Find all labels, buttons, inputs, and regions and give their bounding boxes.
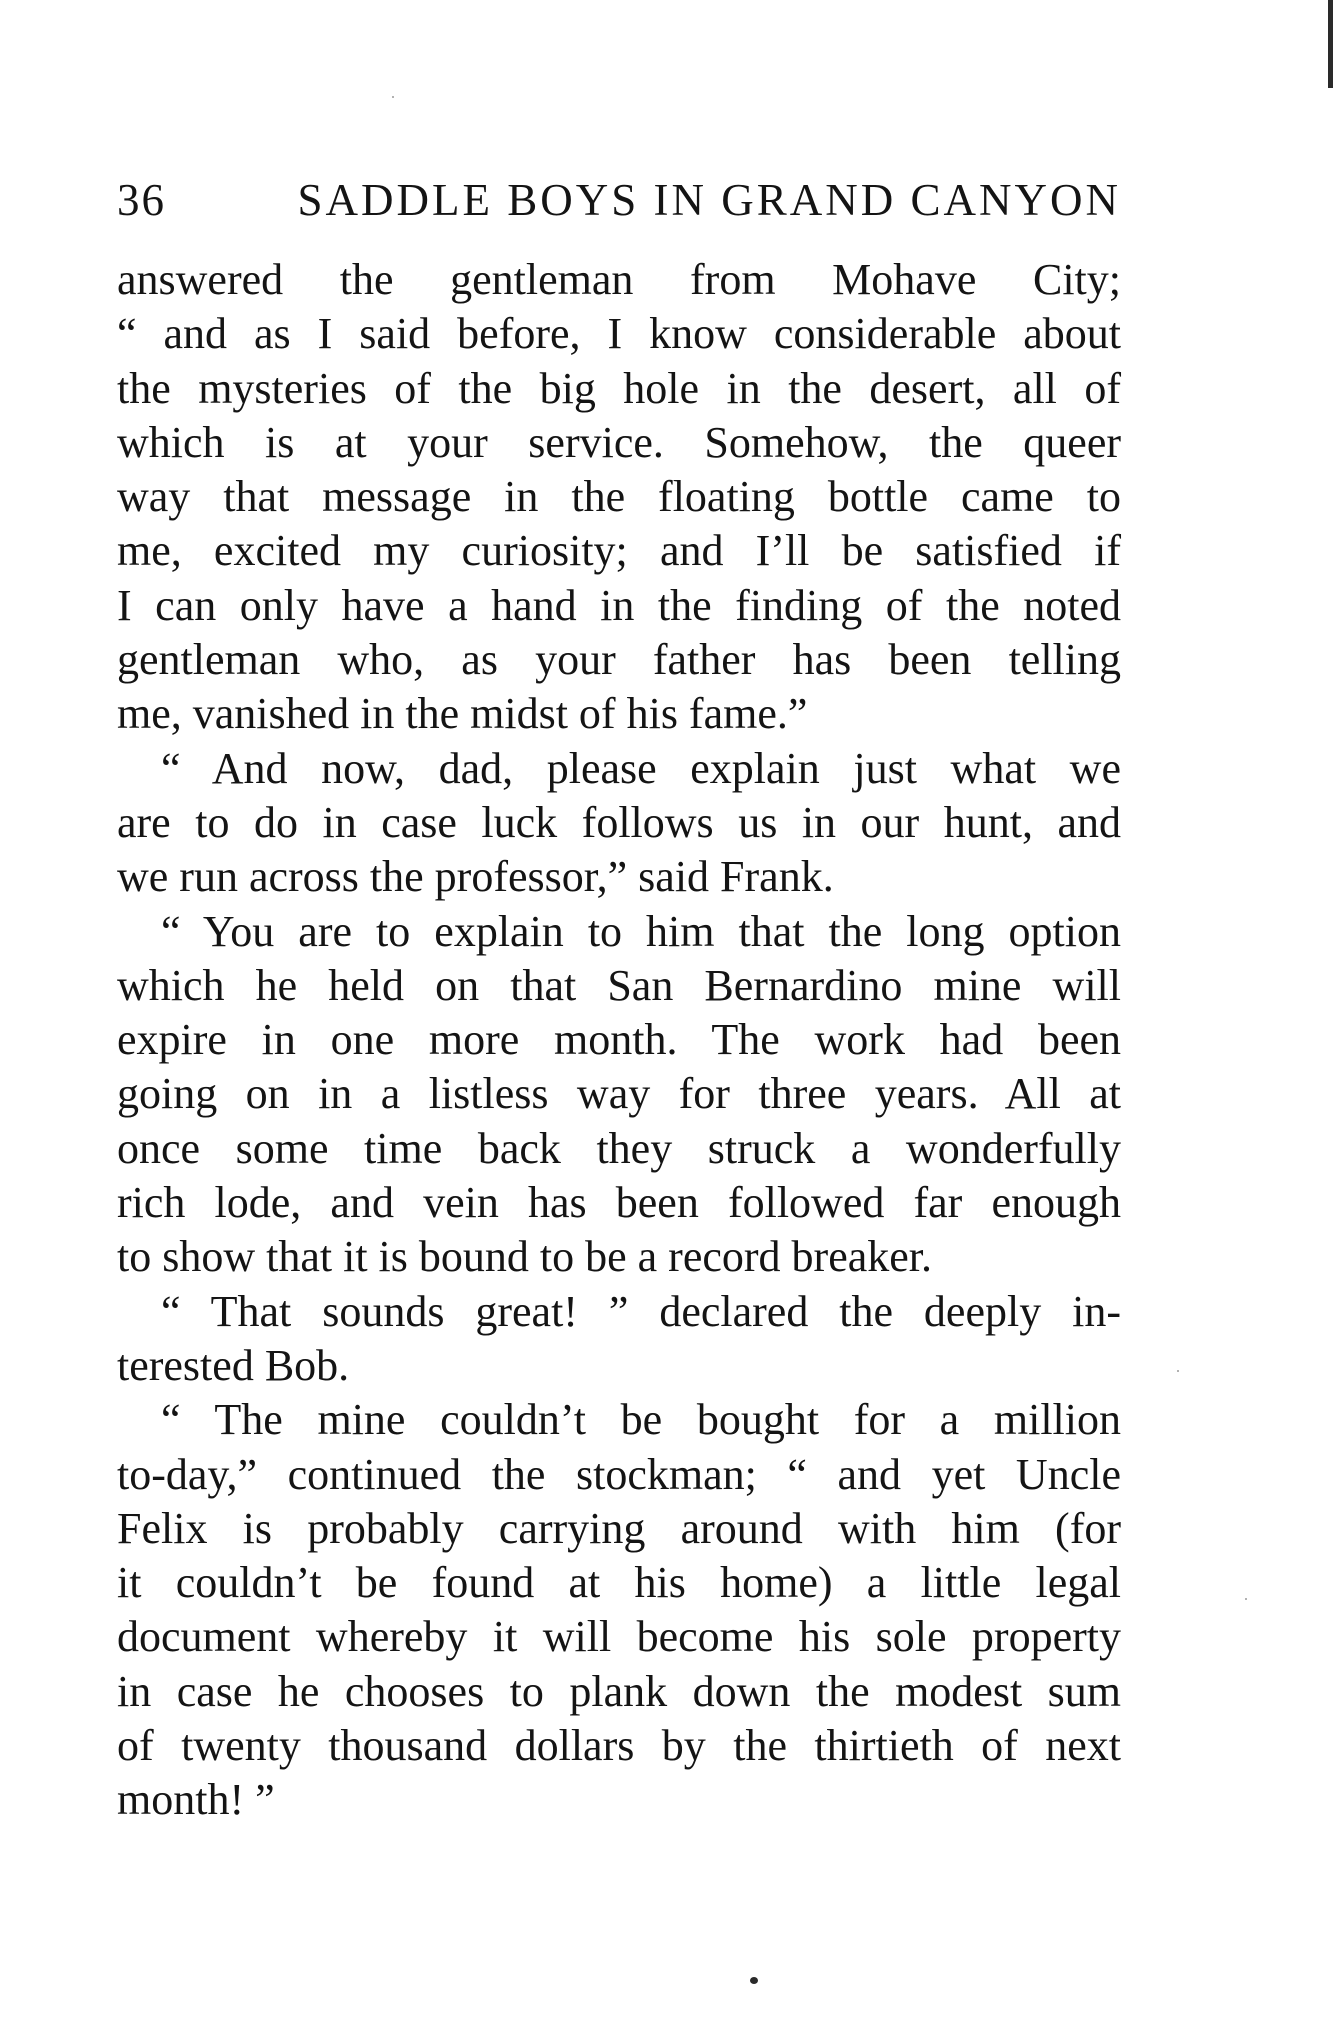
running-title: SADDLE BOYS IN GRAND CANYON bbox=[297, 175, 1121, 225]
text-line: we run across the professor,” said Frank. bbox=[117, 852, 834, 902]
text-line: “ That sounds great! ” declared the deeply in- bbox=[161, 1286, 1121, 1336]
footer-ornament bbox=[750, 1977, 758, 1984]
text-line: to show that it is bound to be a record breaker. bbox=[117, 1232, 933, 1282]
text-line: to-day,” continued the stockman; “ and yet Uncle bbox=[117, 1449, 1121, 1499]
text-line: the mysteries of the big hole in the desert, all of bbox=[117, 363, 1121, 413]
text-line: of twenty thousand dollars by the thirtieth of next bbox=[117, 1721, 1121, 1771]
text-line: I can only have a hand in the finding of the noted bbox=[117, 580, 1121, 630]
text-line: going on in a listless way for three years. All at bbox=[117, 1069, 1121, 1119]
text-line: are to do in case luck follows us in our hunt, and bbox=[117, 797, 1121, 847]
text-line: “ You are to explain to him that the long option bbox=[161, 906, 1121, 956]
text-line: terested Bob. bbox=[117, 1340, 350, 1390]
text-line: answered the gentleman from Mohave City; bbox=[117, 255, 1121, 304]
text-line: “ and as I said before, I know considerable about bbox=[117, 309, 1121, 359]
scan-speck bbox=[1177, 1370, 1179, 1372]
text-line: once some time back they struck a wonderfully bbox=[117, 1123, 1121, 1173]
running-header bbox=[117, 170, 1121, 230]
text-line: rich lode, and vein has been followed far enough bbox=[117, 1178, 1121, 1228]
scan-speck bbox=[1245, 1598, 1247, 1600]
text-line: me, vanished in the midst of his fame.” bbox=[117, 689, 808, 739]
text-line: which is at your service. Somehow, the queer bbox=[117, 417, 1121, 467]
text-line: expire in one more month. The work had been bbox=[117, 1015, 1121, 1065]
page-number: 36 bbox=[117, 175, 166, 225]
text-line: in case he chooses to plank down the modest sum bbox=[117, 1666, 1121, 1716]
text-line: me, excited my curiosity; and I’ll be satisfied if bbox=[117, 526, 1121, 576]
body-text bbox=[117, 253, 1121, 1828]
text-line: it couldn’t be found at his home) a little legal bbox=[117, 1558, 1121, 1608]
text-line: Felix is probably carrying around with him (for bbox=[117, 1503, 1121, 1553]
text-line: gentleman who, as your father has been telling bbox=[117, 635, 1121, 685]
scan-speck bbox=[392, 96, 394, 98]
text-line: “ The mine couldn’t be bought for a million bbox=[161, 1395, 1121, 1445]
text-line: document whereby it will become his sole property bbox=[117, 1612, 1121, 1662]
text-line: way that message in the floating bottle came to bbox=[117, 472, 1121, 522]
text-line: “ And now, dad, please explain just what we bbox=[161, 743, 1121, 793]
scan-edge-mark bbox=[1328, 0, 1333, 88]
text-line: which he held on that San Bernardino mine will bbox=[117, 960, 1121, 1010]
text-line: month! ” bbox=[117, 1775, 275, 1825]
